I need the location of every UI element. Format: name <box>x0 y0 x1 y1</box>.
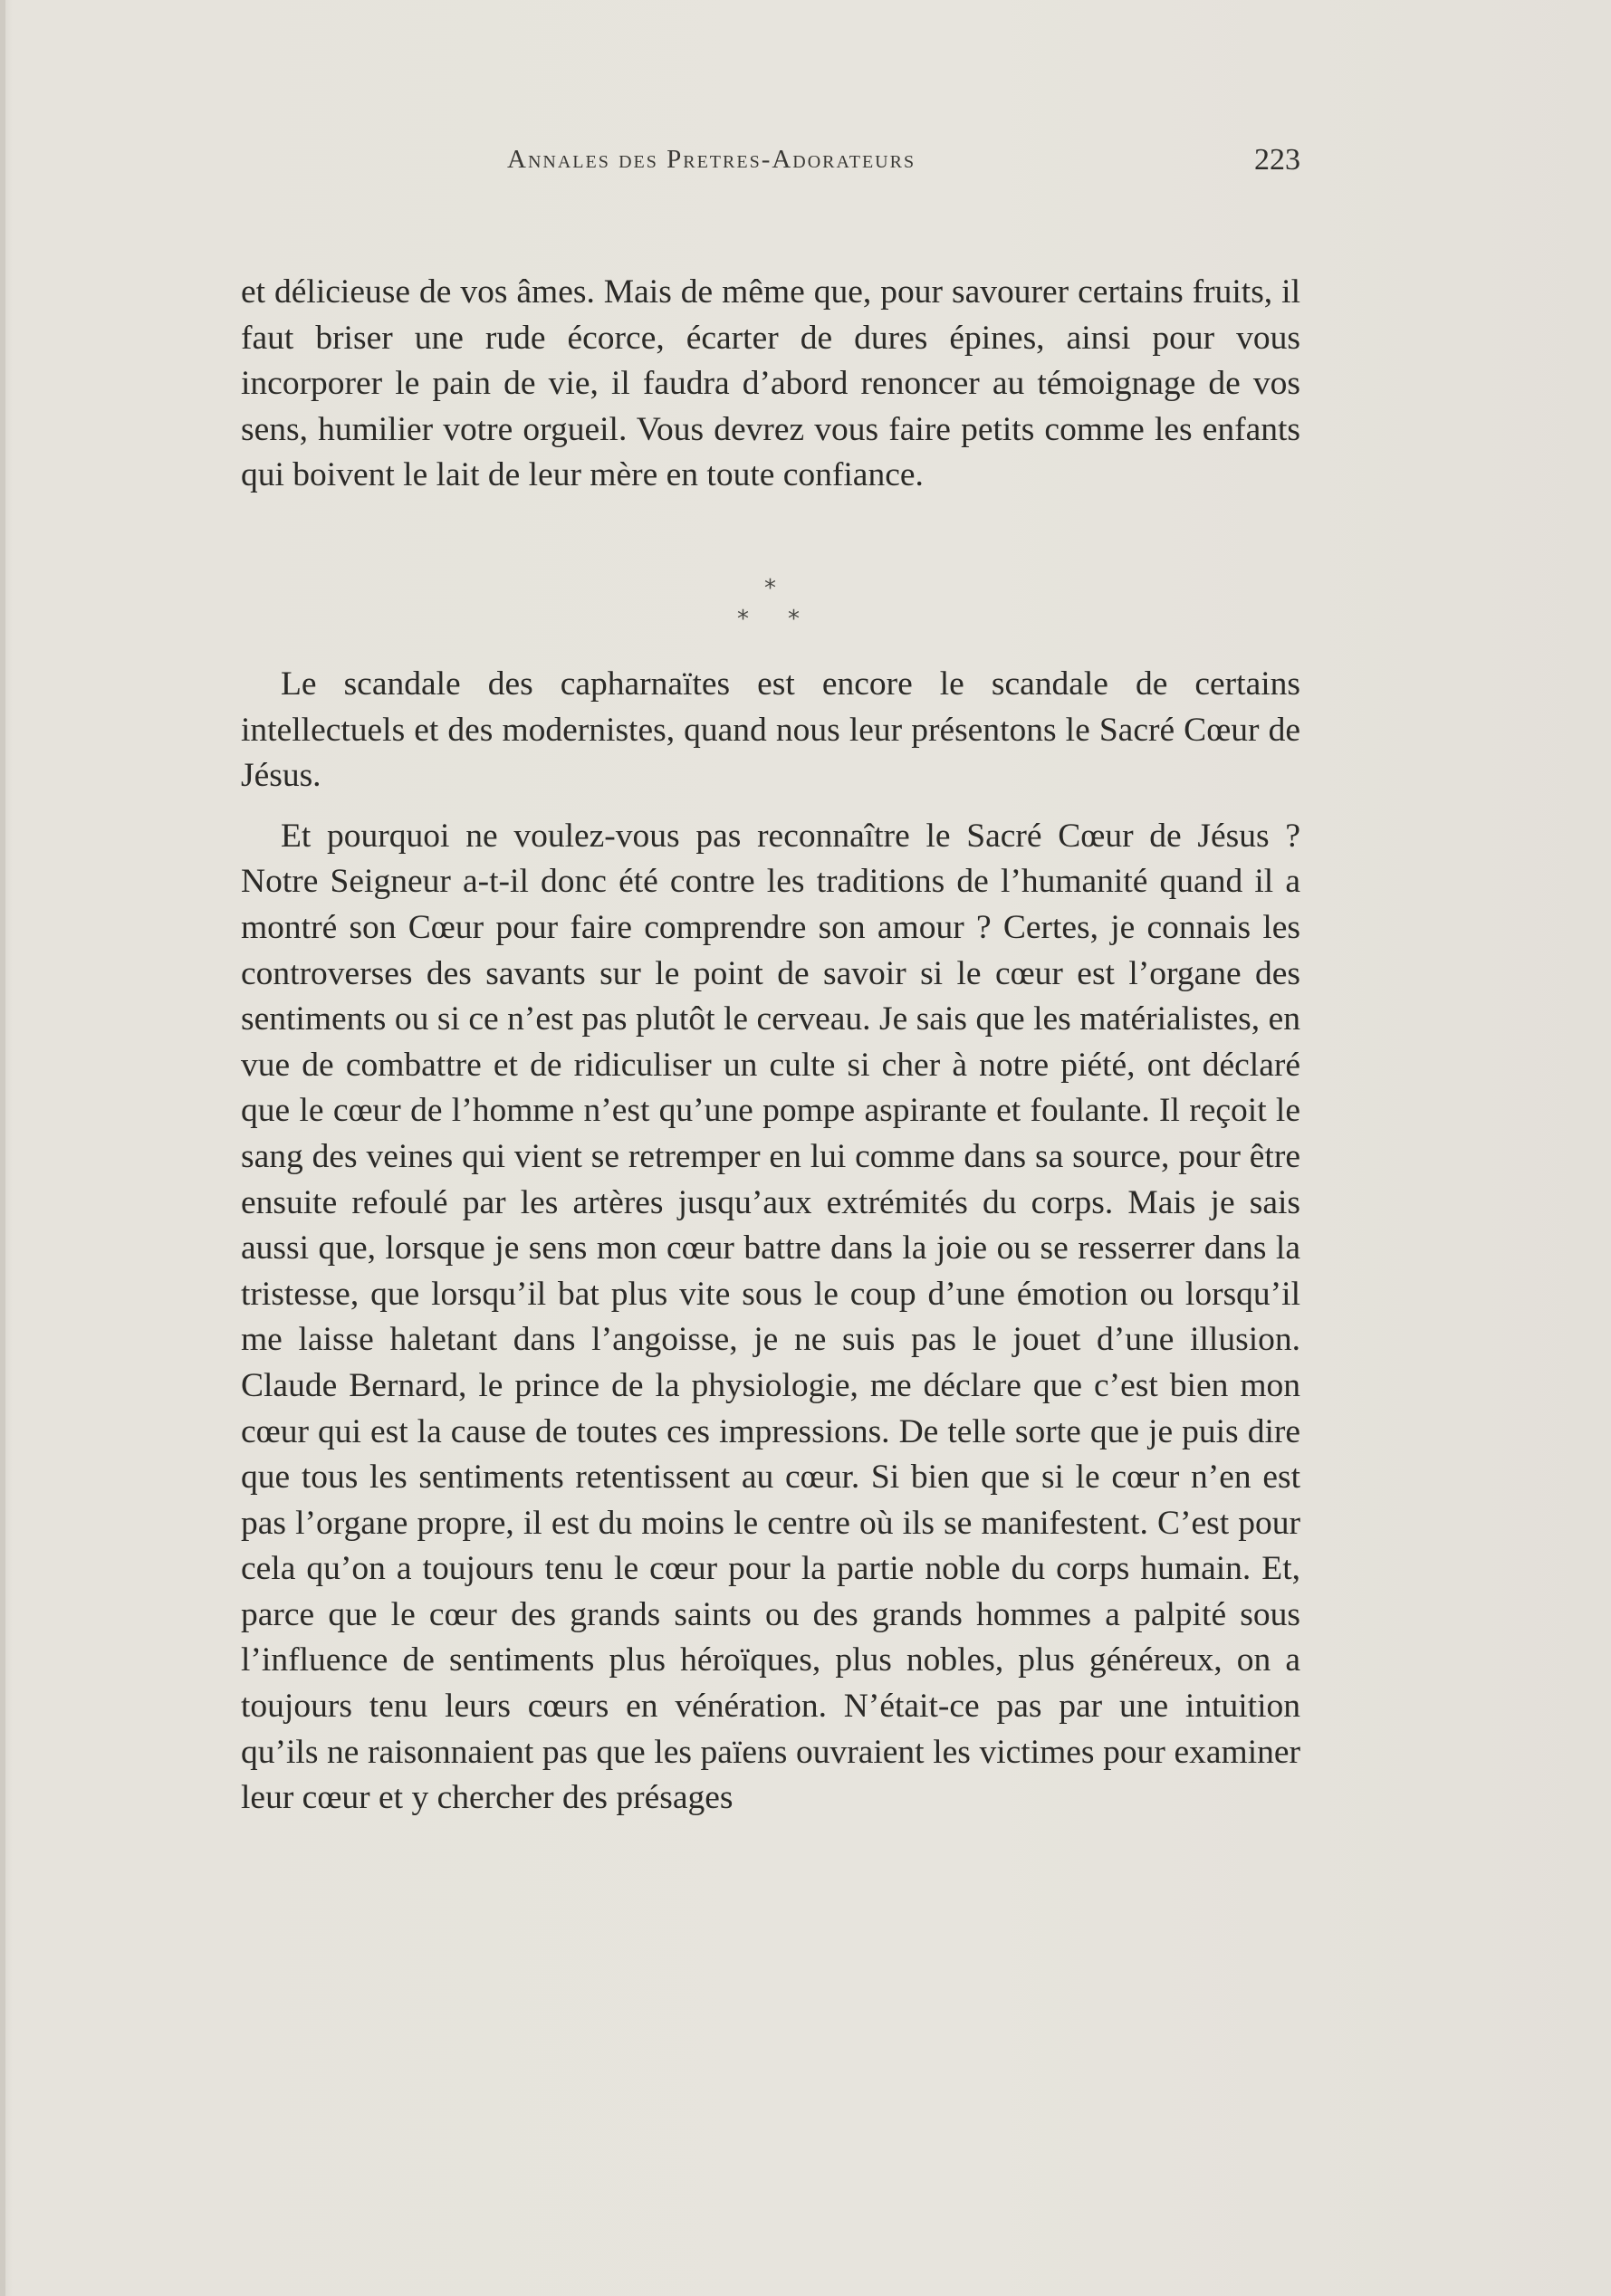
text-block-continuation <box>241 270 1300 499</box>
asterism-star-icon: * <box>788 606 800 633</box>
page-number: 223 <box>1254 143 1300 177</box>
paragraph: Le scandale des capharnaïtes est encore le scandale de certains intellectuels et des modernistes, quand nous leur présentons le Sacré Cœur de Jésus. <box>241 665 1300 795</box>
asterism-star-icon: * <box>737 606 749 633</box>
paragraph: et délicieuse de vos âmes. Mais de même que, pour savourer certains fruits, il faut briser une rude écorce, écarter de dures épines, ainsi pour vous incorporer le pain de vie, il faudra d’abord renoncer au témoignage de vos sens, humilier votre orgueil. Vous devrez vous faire petits comme les enfants qui boivent le lait de leur mère en toute confiance. <box>241 273 1300 494</box>
running-title: Annales des Pretres-Adorateurs <box>507 145 916 174</box>
section-separator-asterism <box>724 575 824 647</box>
page-binding-edge <box>0 0 5 2296</box>
text-block-section <box>241 662 1300 1822</box>
asterism-star-icon: * <box>764 575 776 602</box>
running-header <box>0 143 1611 188</box>
paragraph: Et pourquoi ne voulez-vous pas reconnaître le Sacré Cœur de Jésus ? Notre Seigneur a-t-il donc été contre les traditions de l’humanité quand il a montré son Cœur pour faire comprendre son amour ? Certes, je connais les controverses des savants sur le point de savoir si le cœur est l’organe des sentiments ou si ce n’est pas plutôt le cerveau. Je sais que les matérialistes, en vue de combattre et de ridiculiser un culte si cher à notre piété, ont déclaré que le cœur de l’homme n’est qu’une pompe aspirante et foulante. Il reçoit le sang des veines qui vient se retremper en lui comme dans sa source, pour être ensuite refoulé par les artères jusqu’aux extrémités du corps. Mais je sais aussi que, lorsque je sens mon cœur battre dans la joie ou se resserrer dans la tristesse, que lorsqu’il bat plus vite sous le coup d’une émotion ou lorsqu’il me laisse haletant dans l’angoisse, je ne suis pas le jouet d’une illusion. Claude Bernard, le prince de la physiologie, me déclare que c’est bien mon cœur qui est la cause de toutes ces impressions. De telle sorte que je puis dire que tous les sentiments retentissent au cœur. Si bien que si le cœur n’en est pas l’organe propre, il est du moins le centre où ils se manifestent. C’est pour cela qu’on a toujours tenu le cœur pour la partie noble du corps humain. Et, parce que le cœur des grands saints ou des grands hommes a palpité sous l’influence de sentiments plus héroïques, plus nobles, plus généreux, on a toujours tenu leurs cœurs en vénération. N’était-ce pas par une intuition qu’ils ne raisonnaient pas que les païens ouvraient les victimes pour examiner leur cœur et y chercher des présages <box>241 817 1300 1817</box>
